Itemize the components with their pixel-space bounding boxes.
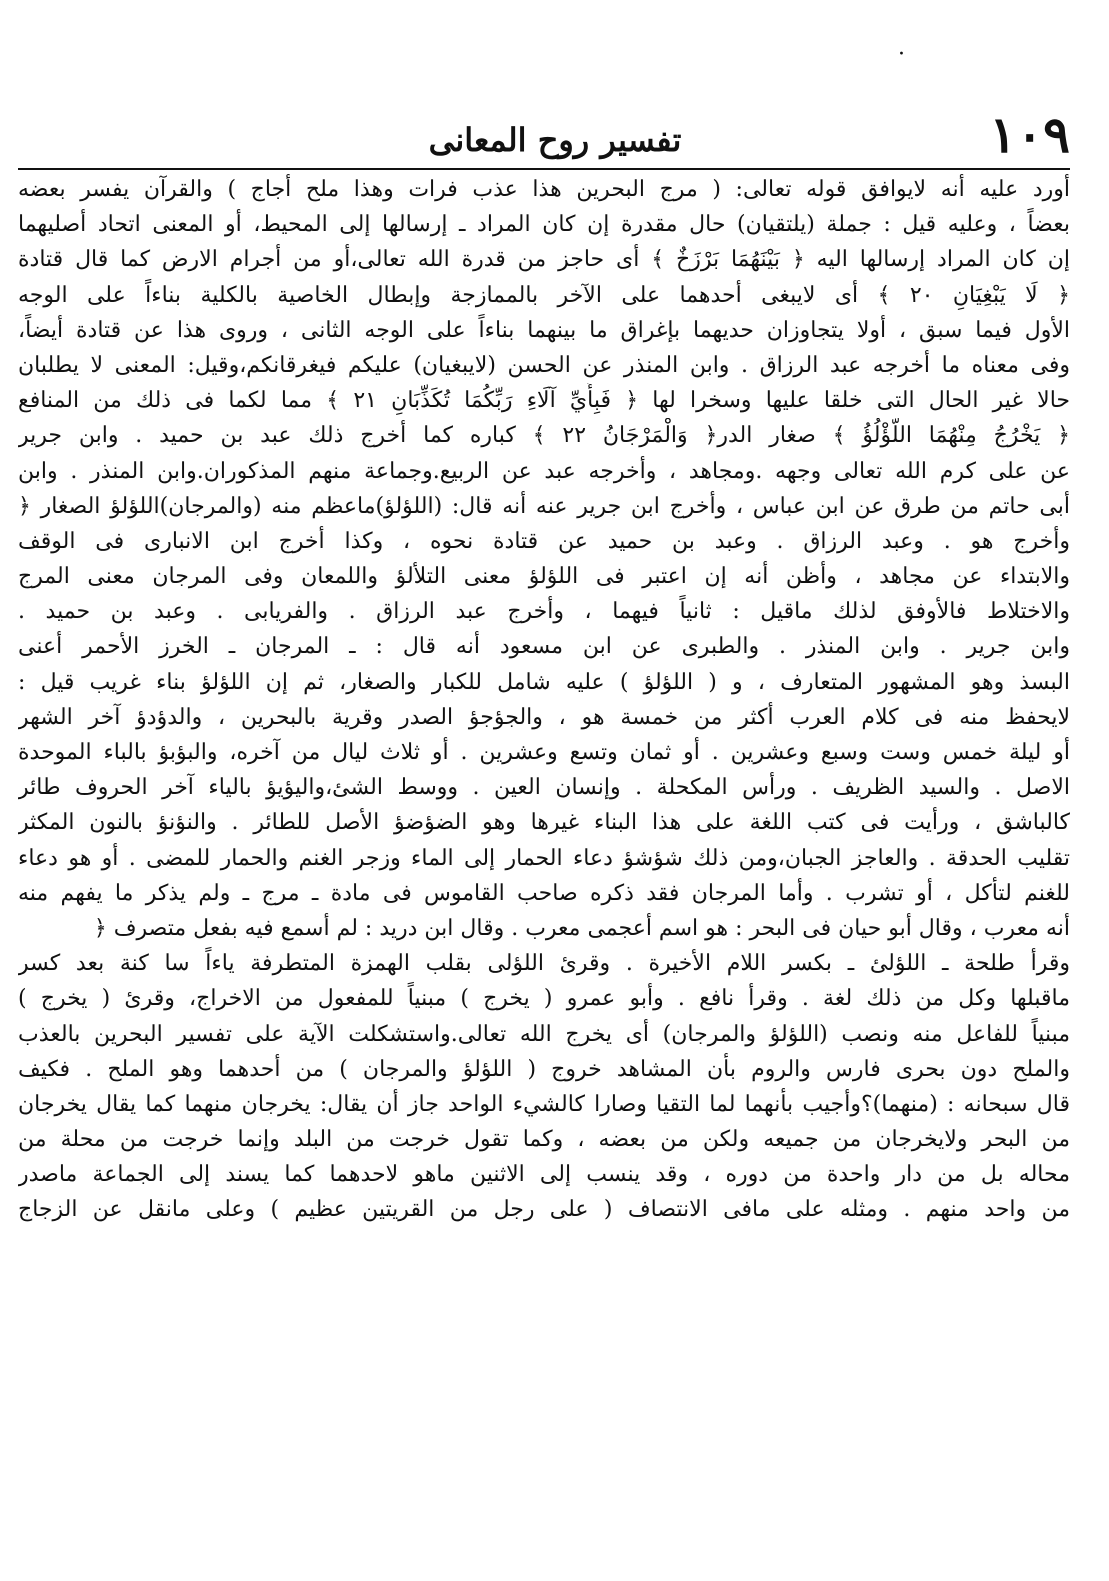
text-line: للغنم لتأكل ، أو تشرب . وأما المرجان فقد ذكره صاحب القاموس فى مادة ـ مرج ـ ولم يذكر ما يفهم منه [18,880,1070,906]
text-line: وأخرج هو . وعبد الرزاق . وعبد بن حميد عن قتادة نحوه ، وكذا أخرج ابن الانبارى فى الوقف [18,528,1070,554]
text-line: أورد عليه أنه لايوافق قوله تعالى: ( مرج البحرين هذا عذب فرات وهذا ملح أجاج ) والقرآن يفسر بعضه [18,177,1070,202]
text-line: من واحد منهم . ومثله على مافى الانتصاف ( على رجل من القريتين عظيم ) وعلى مانقل عن الزجاج [18,1197,1070,1223]
text-line: قال سبحانه : (منهما)؟وأجيب بأنهما لما التقيا وصارا كالشيء الواحد جاز أن يقال: يخرجان منهما كما يقال يخرجان [18,1091,1070,1117]
text-line: والابتداء عن مجاهد ، وأظن أنه إن اعتبر فى اللؤلؤ معنى التلألؤ واللمعان وفى المرجان معنى المرج [18,564,1070,590]
text-line: أنه معرب ، وقال أبو حيان فى البحر : هو اسم أعجمى معرب . وقال ابن دريد : لم أسمع فيه بفعل متصرف ﴿ [93,915,1070,941]
text-line: إن كان المراد إرسالها اليه ﴿ بَيْنَهُمَا بَرْزَخٌ ﴾ أى حاجز من قدرة الله تعالى،أو من أجرام الارض كما قال قتادة [18,247,1070,273]
text-line: كالباشق ، ورأيت فى كتب اللغة على هذا البناء غيرها وهو الضؤضؤ الأصل للطائر . والنؤنؤ بالنون المكثر [18,810,1070,836]
text-line: من البحر ولايخرجان من جميعه ولكن من بعضه ، وكما تقول خرجت من البلد وإنما خرجت من محلة من [18,1127,1070,1153]
text-line: أو ليلة خمس وست وسبع وعشرين . أو ثمان وتسع وعشرين . أو ثلاث ليال من آخره، والبؤبؤ بالباء الموحدة [18,740,1070,765]
page-title: تفسير روح المعانى [428,121,682,159]
page-speck: · [898,42,905,67]
text-line: عن على كرم الله تعالى وجهه .ومجاهد ، وأخرجه عبد عن الربيع.وجماعة منهم المذكوران.وابن المنذر . وابن [18,458,1070,484]
page-body [18,172,1070,1228]
text-line: البسذ وهو المشهور المتعارف ، و ( اللؤلؤ ) عليه شامل للكبار والصغار، ثم إن اللؤلؤ بناء غريب قيل : [18,669,1070,695]
text-line: والاختلاط فالأوفق لذلك ماقيل : ثانياً فيهما ، وأخرج عبد الرزاق . والفريابى . وعبد بن حميد . [18,599,1070,625]
text-line: بعضاً ، وعليه قيل : جملة (يلتقيان) حال مقدرة إن كان المراد ـ إرسالها إلى المحيط، أو المعنى اتحاد أصليهما [18,212,1070,238]
text-line: والملح دون بحرى فارس والروم بأن المشاهد خروج ( اللؤلؤ والمرجان ) من أحدهما وهو الملح . فكيف [18,1056,1070,1082]
text-line: لايحفظ منه فى كلام العرب أكثر من خمسة هو ، والجؤجؤ الصدر وقرية بالبحرين ، والدؤدؤ آخر الشهر [18,704,1070,730]
text-line: ماقبلها وكل من ذلك لغة . وقرأ نافع . وأبو عمرو ( يخرج ) مبنياً للمفعول من الاخراج، وقرئ ( يخرج ) [18,986,1070,1012]
text-line: حالا غير الحال التى خلقا عليها وسخرا لها ﴿ فَبِأَيِّ آلَاءِ رَبِّكُمَا تُكَذِّبَانِ ٢١ ﴾ مما لكما فى ذلك من المنافع [18,388,1070,414]
text-line: وفى معناه ما أخرجه عبد الرزاق . وابن المنذر عن الحسن (لايبغيان) عليكم فيغرقانكم،وقيل: المعنى لا يطلبان [18,352,1070,378]
text-line: وابن جرير . وابن المنذر . والطبرى عن ابن مسعود أنه قال : ـ المرجان ـ الخرز الأحمر أعنى [18,634,1070,660]
text-line: الاصل . والسيد الظريف . ورأس المكحلة . وإنسان العين . ووسط الشئ،واليؤيؤ بالياء آخر الحروف طائر [18,775,1070,801]
page-number: ١٠٩ [989,105,1070,164]
text-line: ﴿ يَخْرُجُ مِنْهُمَا اللُّؤْلُؤُ ﴾ صغار الدر﴿ وَالْمَرْجَانُ ٢٢ ﴾ كباره كما أخرج ذلك عبد بن حميد . وابن جرير [18,423,1070,449]
text-line: تقليب الحدقة . والعاجز الجبان،ومن ذلك شؤشؤ دعاء الحمار إلى الماء وزجر الغنم والحمار للمضى . أو هو دعاء [18,845,1070,871]
page-header [40,104,1070,166]
header-rule [18,168,1070,170]
text-line: أبى حاتم من طرق عن ابن عباس ، وأخرج ابن جرير عنه أنه قال: (اللؤلؤ)ماعظم منه (والمرجان)اللؤلؤ الصغار ﴿ [18,493,1070,519]
text-line: ﴿ لَا يَبْغِيَانِ ٢٠ ﴾ أى لايبغى أحدهما على الآخر بالممازجة وإبطال الخاصية بالكلية بناءاً على الوجه [18,282,1070,308]
text-line: محاله بل من دار واحدة من دوره ، وقد ينسب إلى الاثنين ماهو لاحدهما كما يسند إلى الجماعة ماصدر [18,1162,1070,1188]
text-line: الأول فيما سبق ، أولا يتجاوزان حديهما بإغراق ما بينهما بناءاً على الوجه الثانى ، وروى هذا عن قتادة أيضاً، [18,317,1070,343]
text-line: وقرأ طلحة ـ اللؤلئ ـ بكسر اللام الأخيرة . وقرئ اللؤلى بقلب الهمزة المتطرفة ياءاً سا كنة بعد كسر [18,951,1070,977]
text-line: مبنياً للفاعل منه ونصب (اللؤلؤ والمرجان) أى يخرج الله تعالى.واستشكلت الآية على تفسير البحرين بالعذب [18,1021,1070,1047]
